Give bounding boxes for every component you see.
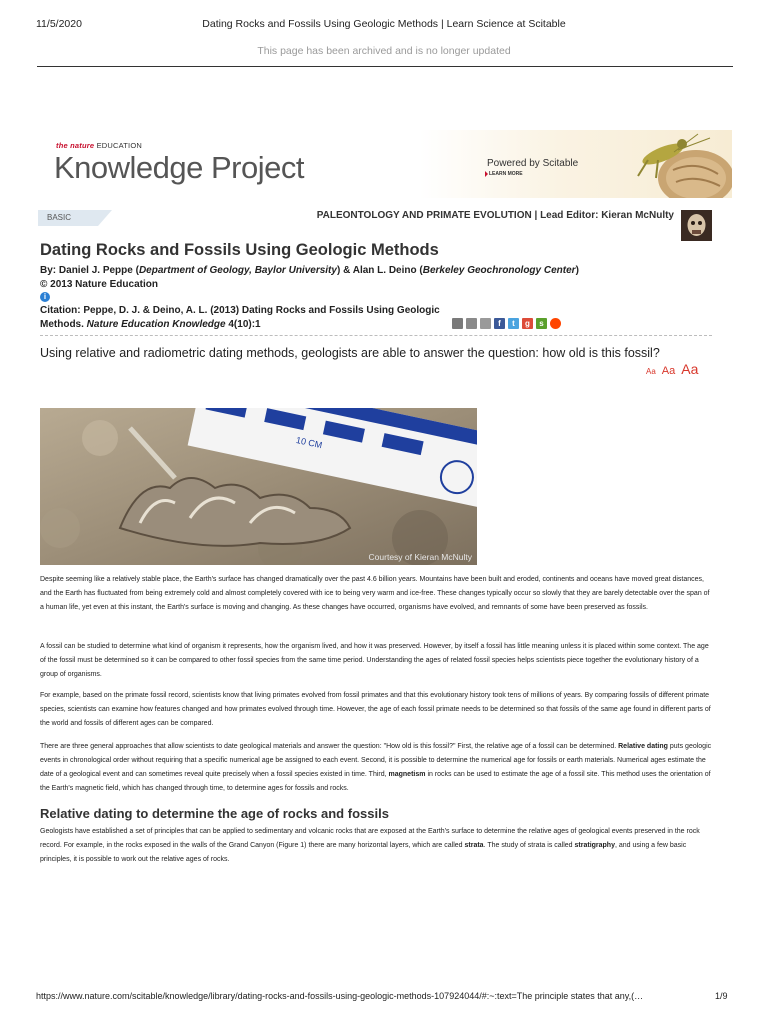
article-summary: Using relative and radiometric dating methods, geologists are able to answer the question: how old is this fossil? [40,346,660,360]
info-icon[interactable]: i [40,292,50,302]
font-size-small-button[interactable]: Aa [646,367,656,376]
twitter-icon[interactable]: t [508,318,519,329]
grasshopper-illustration-icon [578,130,732,198]
editor-photo-avatar[interactable] [681,210,712,241]
page-number: 1/9 [715,991,728,1001]
copyright: © 2013 Nature Education [40,279,158,290]
learn-more-arrow-icon [485,171,488,177]
citation [40,304,440,332]
nature-education-logo [56,141,142,150]
lead-editor-name[interactable]: Kieran McNulty [601,210,674,221]
reddit-icon[interactable] [550,318,561,329]
font-size-large-button[interactable]: Aa [681,361,699,377]
learn-more-link[interactable]: LEARN MORE [489,171,523,177]
font-size-medium-button[interactable]: Aa [661,365,676,377]
author-2-affiliation[interactable]: Berkeley Geochronology Center [422,265,576,276]
archive-notice: This page has been archived and is no longer updated [257,45,511,57]
paragraph-4 [40,740,712,796]
paragraph-5 [40,825,712,867]
paragraph-3: For example, based on the primate fossil record, scientists know that living primates evolved from fossil primates and that this evolutionary history took tens of millions of years. By comparing fossils of different primate species, scientists can examine how features changed and how primates evolved through time. However, the age of each fossil primate needs to be determined so that fossils of the same age found in different parts of the world and fossils of different ages can be compared. [40,692,711,727]
author-1-affiliation[interactable]: Department of Geology, Baylor University [138,265,337,276]
subject-line [180,210,674,221]
citation-volume: 4 [228,319,234,330]
byline-amp: & [343,265,351,276]
print-icon[interactable] [466,318,477,329]
email-icon[interactable] [480,318,491,329]
paragraph-4-text-c: in rocks can be used to estimate the age of a fossil site. This method uses the orientation of the Earth's magnetic field, which has changed through time, to determine ages for fossils and rocks. [40,771,711,792]
byline-by: By: [40,265,57,276]
paragraph-5-text-c: , and using a few basic principles, it is possible to work out the relative ages of rocks. [40,842,687,863]
lead-editor-label: Lead Editor: [540,210,599,221]
photo-credit: Courtesy of Kieran McNulty [368,552,472,562]
term-stratigraphy: stratigraphy [574,842,615,849]
article-title: Dating Rocks and Fossils Using Geologic Methods [40,241,439,259]
share-toolbar [452,318,561,330]
paragraph-4-text-b: puts geologic events in chronological order without requiring that a specific numerical age be assigned to each event. Second, it is possible to determine the numerical age for fossils or earth materials. Numerical ages estimate the date of a geological event and can sometimes reveal quite precisely when a fossil species existed in time. Third, [40,743,712,778]
term-strata: strata [464,842,484,849]
author-1: Daniel J. Peppe [58,265,133,276]
citation-text: Citation: Peppe, D. J. & Deino, A. L. (2013) Dating Rocks and Fossils Using Geologic Methods. [40,305,440,330]
font-size-controls [640,361,698,379]
scale-bar-label: 10 CM [295,434,324,451]
bookmark-icon[interactable] [452,318,463,329]
nature-logo-text: the nature [56,141,95,150]
paragraph-5-text-a: Geologists have established a set of principles that can be applied to sedimentary and volcanic rocks that are exposed at the Earth's surface to determine the relative ages of geological events preserved in the rock record. For example, in the rocks exposed in the walls of the Grand Canyon (Figure 1) there are many horizontal layers, which are called [40,828,700,849]
facebook-icon[interactable]: f [494,318,505,329]
header-divider [37,66,733,67]
article-byline: By: Daniel J. Peppe (Department of Geology, Baylor University) & Alan L. Deino (Berkeley Geochronology Center) © 2013 Nature Education [40,265,579,290]
author-2: Alan L. Deino [352,265,417,276]
paragraph-1: Despite seeming like a relatively stable place, the Earth's surface has changed dramatically over the past 4.6 billion years. Mountains have been built and eroded, continents and oceans have moved great distances, and the Earth has fluctuated from being extremely cold and almost completely covered with ice to being very warm and ice-free. These changes typically occur so slowly that they are barely detectable over the span of a human life, yet even at this instant, the Earth's surface is moving and changing. As these changes have occurred, organisms have evolved, and remnants of some have been preserved as fossils. [40,576,710,611]
paragraph-4-text-a: There are three general approaches that allow scientists to date geological materials and answer the question: "How old is this fossil?" First, the relative age of a fossil can be determined. [40,743,617,750]
print-date: 11/5/2020 [36,18,82,30]
google-plus-icon[interactable]: g [522,318,533,329]
stumbleupon-icon[interactable]: s [536,318,547,329]
level-label: BASIC [47,213,72,222]
powered-by-scitable: Powered by Scitable [487,158,579,169]
citation-journal: Nature Education Knowledge [86,319,226,330]
paragraph-5-text-b: . The study of strata is called [483,842,573,849]
paragraph-2: A fossil can be studied to determine what kind of organism it represents, how the organism lived, and how it was preserved. However, by itself a fossil has little meaning unless it is placed within some context. The age of the fossil must be determined so it can be compared to other fossil species from the same time period. Understanding the ages of related fossil species helps scientists piece together the evolutionary history of a group of organisms. [40,643,709,678]
education-logo-text: EDUCATION [96,141,142,150]
dashed-divider [40,335,712,336]
footer-url: https://www.nature.com/scitable/knowledge/library/dating-rocks-and-fossils-using-geologic-methods-107924044/#:~:text=The principle states that any,(… [36,991,644,1001]
knowledge-project-title: Knowledge Project [54,150,304,185]
subject-link[interactable]: PALEONTOLOGY AND PRIMATE EVOLUTION | [316,210,538,221]
term-magnetism: magnetism [388,771,426,778]
fossil-photo [40,408,477,565]
knowledge-project-banner[interactable] [38,130,732,198]
citation-issue: (10):1 [233,319,261,330]
term-relative-dating: Relative dating [618,743,668,750]
section-heading: Relative dating to determine the age of rocks and fossils [40,806,389,821]
print-page-title: Dating Rocks and Fossils Using Geologic Methods | Learn Science at Scitable [202,18,566,30]
